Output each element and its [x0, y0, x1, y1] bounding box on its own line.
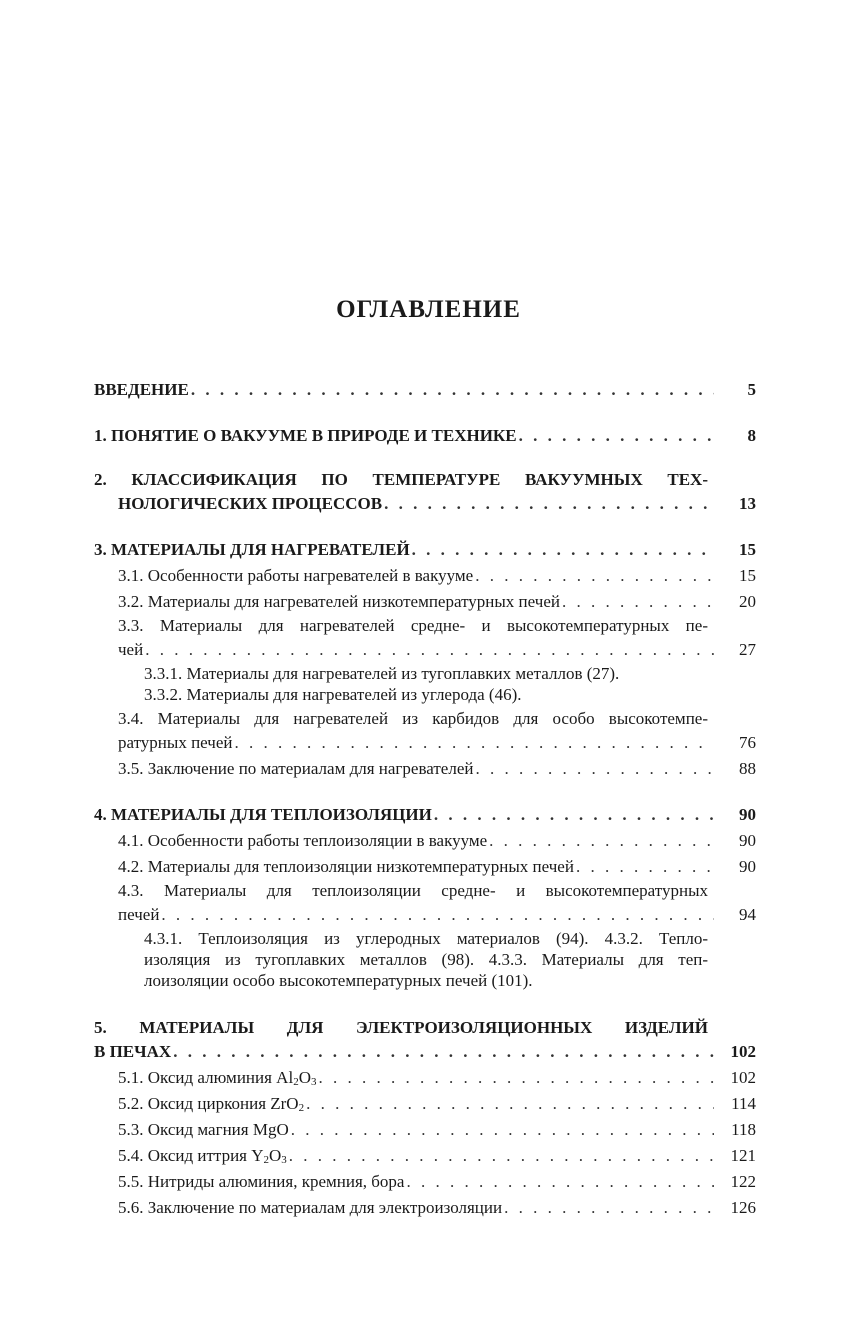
- page-number: 114: [731, 1094, 756, 1113]
- dot-leader: [289, 1143, 714, 1169]
- toc-entry-section-3-1[interactable]: [94, 563, 756, 589]
- dot-leader: [406, 1169, 714, 1195]
- page-number: 122: [730, 1172, 756, 1191]
- entry-label: 4. МАТЕРИАЛЫ ДЛЯ ТЕПЛОИЗОЛЯЦИИ: [94, 805, 432, 824]
- dot-leader: [291, 1117, 714, 1143]
- dot-leader: [306, 1091, 714, 1117]
- page-number: 90: [739, 805, 756, 824]
- entry-label: 5.4. Оксид иттрия $Y_2O_3$: [118, 1146, 287, 1166]
- dot-leader: [161, 902, 714, 928]
- page-number: 20: [739, 592, 756, 611]
- toc-entry-intro[interactable]: [94, 377, 756, 403]
- toc-entry-section-5-6[interactable]: [94, 1195, 756, 1221]
- entry-label: ВВЕДЕНИЕ: [94, 380, 189, 399]
- entry-label-line-2: НОЛОГИЧЕСКИХ ПРОЦЕССОВ: [118, 494, 383, 513]
- entry-label-line-1: 3.4. Материалы для нагревателей из карбидов для особо высокотемпе-: [118, 709, 708, 728]
- toc-subentries-4-3[interactable]: [94, 928, 756, 991]
- page-number: 8: [747, 426, 756, 445]
- entry-label: 3. МАТЕРИАЛЫ ДЛЯ НАГРЕВАТЕЛЕЙ: [94, 540, 410, 559]
- dot-leader: [434, 802, 714, 828]
- page-number: 94: [739, 905, 756, 924]
- toc-entry-section-5-1[interactable]: [94, 1065, 756, 1091]
- page-number: 90: [739, 831, 756, 850]
- entry-label: 1. ПОНЯТИЕ О ВАКУУМЕ В ПРИРОДЕ И ТЕХНИКЕ: [94, 426, 517, 445]
- dot-leader: [519, 423, 714, 449]
- entry-label: 5.1. Оксид алюминия $Al_2O_3$: [118, 1068, 317, 1088]
- toc-entry-chapter-1[interactable]: [94, 423, 756, 449]
- entry-label: 3.2. Материалы для нагревателей низкотемпературных печей: [118, 592, 560, 611]
- page-number: 15: [739, 566, 756, 585]
- entry-label: 3.5. Заключение по материалам для нагревателей: [118, 759, 474, 778]
- entry-label: 4.1. Особенности работы теплоизоляции в вакууме: [118, 831, 488, 850]
- dot-leader: [173, 1039, 714, 1065]
- entry-label: 5.2. Оксид циркония ZrO$_2$: [118, 1094, 305, 1114]
- entry-label: 5.6. Заключение по материалам для электроизоляции: [118, 1198, 503, 1217]
- toc-entry-chapter-3[interactable]: [94, 537, 756, 563]
- dot-leader: [489, 828, 714, 854]
- page-number: 76: [739, 733, 756, 752]
- toc-entry-chapter-5[interactable]: [94, 1017, 756, 1065]
- dot-leader: [475, 756, 714, 782]
- page-number: 13: [739, 494, 756, 513]
- toc-subentry-3-3-2[interactable]: 3.3.2. Материалы для нагревателей из углерода (46).: [144, 685, 522, 704]
- dot-leader: [384, 491, 714, 517]
- dot-leader: [562, 589, 714, 615]
- toc-entry-section-3-3[interactable]: [94, 615, 756, 663]
- dot-leader: [191, 377, 714, 403]
- entry-label: 4.2. Материалы для теплоизоляции низкотемпературных печей: [118, 857, 574, 876]
- entry-label: 5.3. Оксид магния MgO: [118, 1120, 289, 1139]
- entry-label: 5.5. Нитриды алюминия, кремния, бора: [118, 1172, 405, 1191]
- dot-leader: [475, 563, 714, 589]
- toc-entry-section-4-3[interactable]: [94, 880, 756, 928]
- dot-leader: [412, 537, 714, 563]
- toc-entry-chapter-4[interactable]: [94, 802, 756, 828]
- entry-label-line-2: печей: [118, 905, 160, 924]
- entry-label-line-2: ратурных печей: [118, 733, 233, 752]
- toc-entry-section-4-1[interactable]: [94, 828, 756, 854]
- dot-leader: [318, 1065, 714, 1091]
- toc-entry-section-3-5[interactable]: [94, 756, 756, 782]
- toc-entry-section-4-2[interactable]: [94, 854, 756, 880]
- page-number: 102: [730, 1042, 756, 1061]
- subentry-line-2: изоляция из тугоплавких металлов (98). 4.3.3. Материалы для теп-: [144, 950, 708, 969]
- dot-leader: [235, 730, 715, 756]
- dot-leader: [576, 854, 714, 880]
- page-number: 88: [739, 759, 756, 778]
- toc-entry-section-5-3[interactable]: [94, 1117, 756, 1143]
- dot-leader: [504, 1195, 714, 1221]
- entry-label-line-1: 4.3. Материалы для теплоизоляции средне- и высокотемпературных: [118, 881, 708, 900]
- page-number: 118: [731, 1120, 756, 1139]
- entry-label-line-1: 3.3. Материалы для нагревателей средне- и высокотемпературных пе-: [118, 616, 708, 635]
- toc-entry-section-3-4[interactable]: [94, 708, 756, 756]
- page-number: 121: [730, 1146, 756, 1165]
- toc-entry-chapter-2[interactable]: [94, 469, 756, 517]
- subentry-line-1: 4.3.1. Теплоизоляция из углеродных материалов (94). 4.3.2. Тепло-: [144, 929, 708, 948]
- entry-label-line-2: В ПЕЧАХ: [94, 1042, 172, 1061]
- page-number: 102: [730, 1068, 756, 1087]
- subentry-line-3: лоизоляции особо высокотемпературных печей (101).: [144, 971, 533, 990]
- page-title: ОГЛАВЛЕНИЕ: [336, 296, 521, 323]
- page-number: 15: [739, 540, 756, 559]
- entry-label-line-1: 5. МАТЕРИАЛЫ ДЛЯ ЭЛЕКТРОИЗОЛЯЦИОННЫХ ИЗДЕЛИЙ: [94, 1018, 708, 1037]
- page-number: 5: [747, 380, 756, 399]
- table-of-contents: [94, 377, 756, 1221]
- page-number: 126: [730, 1198, 756, 1217]
- toc-entry-section-5-2[interactable]: [94, 1091, 756, 1117]
- page-number: 90: [739, 857, 756, 876]
- dot-leader: [145, 637, 714, 663]
- entry-label-line-1: 2. КЛАССИФИКАЦИЯ ПО ТЕМПЕРАТУРЕ ВАКУУМНЫХ ТЕХ-: [94, 470, 708, 489]
- toc-entry-section-5-5[interactable]: [94, 1169, 756, 1195]
- toc-subentry-3-3-1[interactable]: 3.3.1. Материалы для нагревателей из тугоплавких металлов (27).: [144, 664, 620, 683]
- page-number: 27: [739, 640, 756, 659]
- toc-entry-section-3-2[interactable]: [94, 589, 756, 615]
- toc-entry-section-5-4[interactable]: [94, 1143, 756, 1169]
- entry-label-line-2: чей: [118, 640, 144, 659]
- entry-label: 3.1. Особенности работы нагревателей в вакууме: [118, 566, 474, 585]
